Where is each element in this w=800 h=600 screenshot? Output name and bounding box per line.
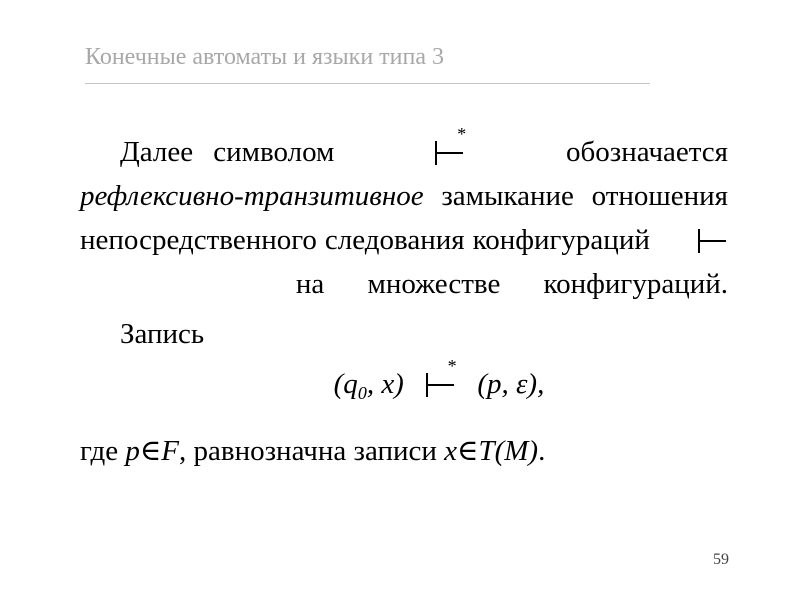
formula (80, 356, 728, 415)
turnstile-star-symbol (435, 124, 467, 161)
slide-body (80, 124, 729, 473)
var-x: x (444, 435, 458, 467)
paragraph-record: Запись (120, 318, 205, 350)
text-part: на множестве конфигураций. (295, 268, 729, 300)
formula-right: (p, ε), (477, 368, 545, 400)
turnstile-star-symbol (426, 356, 457, 393)
star-superscript: * (447, 356, 457, 376)
header-divider (85, 83, 650, 84)
text-part: . (538, 435, 546, 467)
var-p: p (125, 435, 140, 467)
turnstile-symbol (698, 229, 728, 249)
text-part: , равнозначна записи (179, 435, 445, 467)
element-of-symbol: ∈ (457, 435, 479, 467)
slide-header: Конечные автоматы и языки типа 3 (85, 44, 444, 70)
paragraph-definition (80, 124, 729, 306)
var-F: F (161, 435, 180, 467)
italic-term: рефлексивно-транзитивное (80, 180, 424, 212)
text-part: где (80, 435, 126, 467)
var-TM: T(M) (478, 435, 539, 467)
text-part: обозначается (566, 136, 729, 168)
star-superscript: * (457, 124, 467, 144)
formula-left: ($q_0$, x) (333, 368, 404, 403)
subscript-zero: 0 (357, 383, 367, 403)
text-part: замыкание отношения непосредственного следования конфигураций (80, 180, 728, 256)
paragraph-conclusion (80, 429, 728, 473)
text-part: Далее символом (120, 136, 335, 168)
page-number: 59 (713, 551, 729, 568)
element-of-symbol: ∈ (139, 435, 162, 467)
